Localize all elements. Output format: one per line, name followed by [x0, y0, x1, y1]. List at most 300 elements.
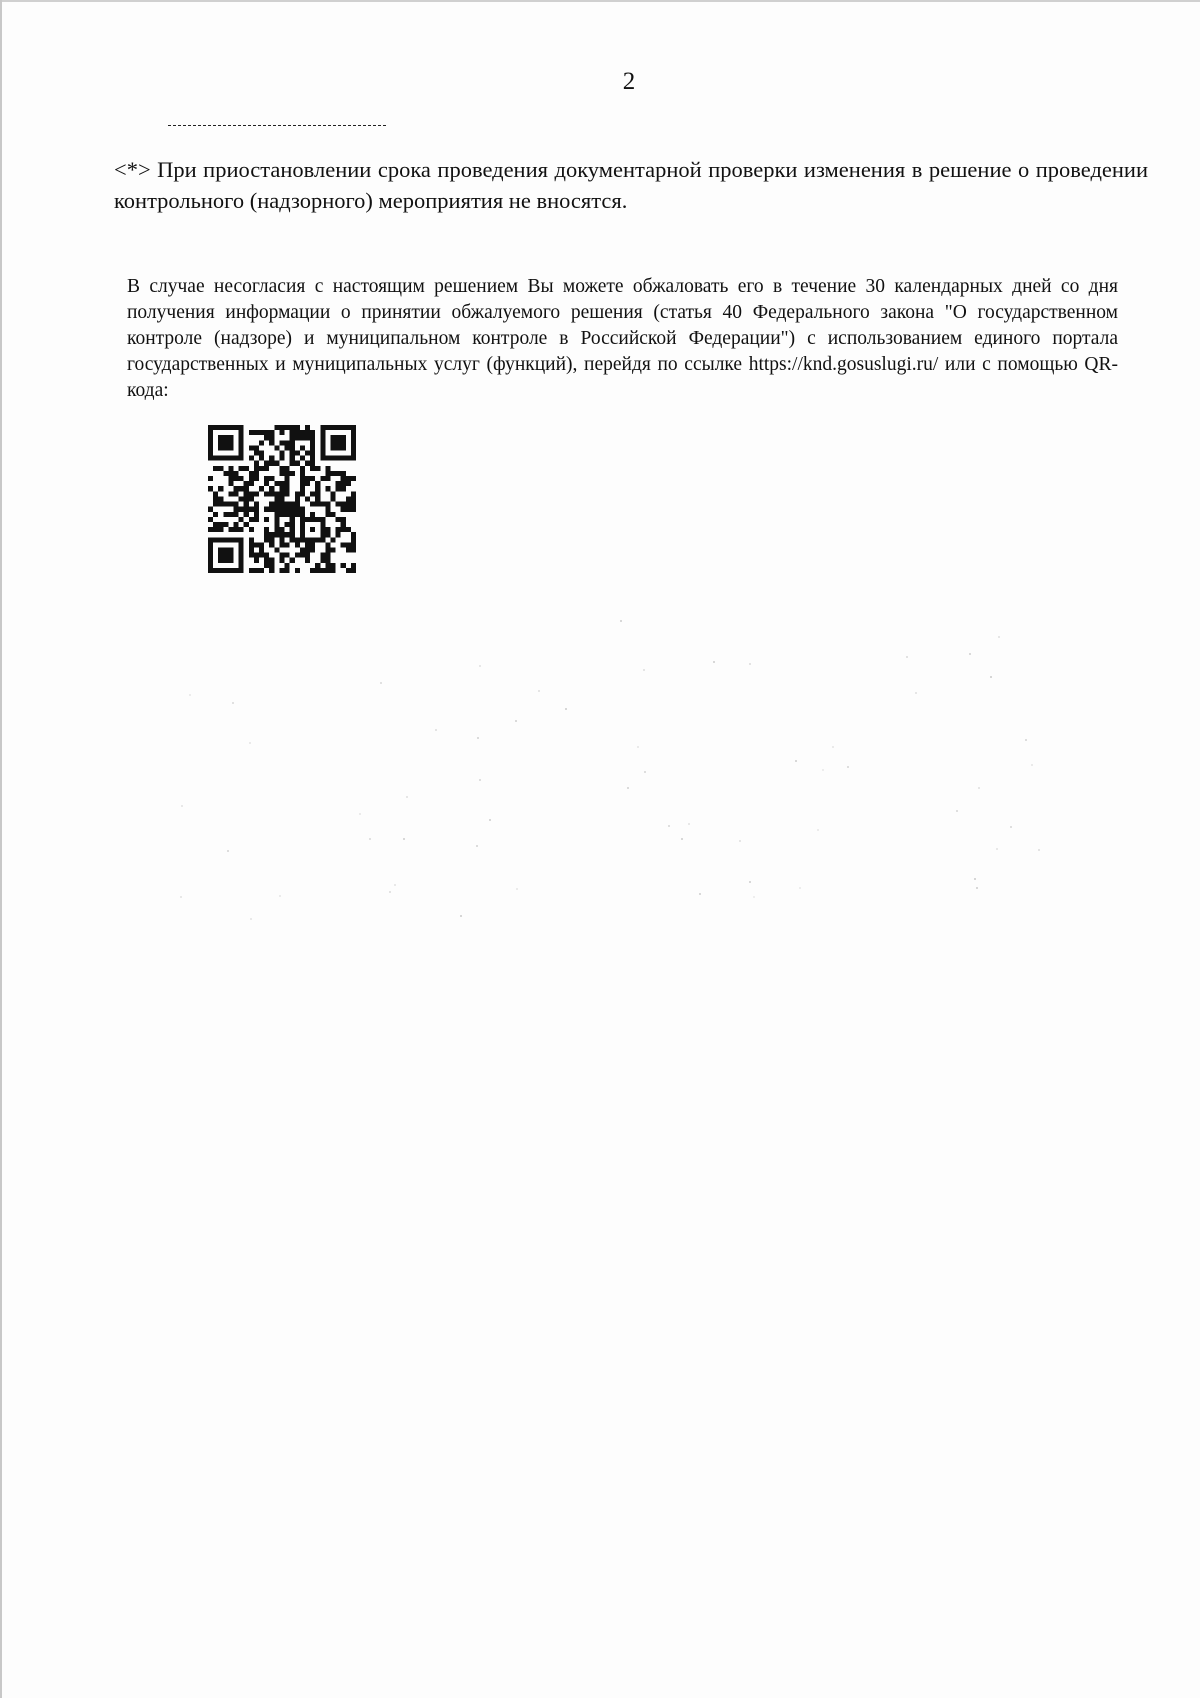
scan-speckle	[976, 887, 978, 889]
qr-module	[213, 522, 218, 527]
qr-module	[285, 476, 290, 481]
qr-module	[249, 542, 254, 547]
scan-speckle	[681, 838, 683, 840]
qr-module	[249, 537, 254, 542]
qr-module	[325, 466, 330, 471]
qr-module	[336, 502, 341, 507]
qr-module	[341, 517, 346, 522]
qr-module	[320, 476, 325, 481]
qr-module	[254, 461, 259, 466]
qr-module	[351, 537, 356, 542]
qr-module	[213, 527, 218, 532]
qr-module	[279, 512, 284, 517]
qr-module	[305, 542, 310, 547]
qr-module	[279, 456, 284, 461]
qr-module	[254, 445, 259, 450]
qr-module	[290, 461, 295, 466]
qr-module	[208, 563, 213, 568]
qr-module	[218, 435, 223, 440]
scan-speckle	[1038, 849, 1040, 851]
qr-module	[351, 496, 356, 501]
qr-module	[279, 440, 284, 445]
qr-module	[218, 456, 223, 461]
qr-module	[234, 522, 239, 527]
qr-module	[269, 435, 274, 440]
qr-module	[213, 456, 218, 461]
qr-module	[310, 451, 315, 456]
qr-module	[325, 507, 330, 512]
qr-module	[208, 476, 213, 481]
qr-module	[249, 445, 254, 450]
qr-module	[234, 491, 239, 496]
qr-module	[285, 502, 290, 507]
scan-speckle	[978, 787, 980, 789]
qr-module	[234, 507, 239, 512]
scan-speckle	[406, 796, 408, 798]
qr-module	[264, 558, 269, 563]
qr-module	[300, 522, 305, 527]
qr-module	[336, 481, 341, 486]
qr-module	[310, 461, 315, 466]
qr-module	[341, 425, 346, 430]
qr-module	[290, 527, 295, 532]
qr-module	[218, 440, 223, 445]
qr-module	[330, 445, 335, 450]
qr-module	[269, 440, 274, 445]
qr-module	[254, 517, 259, 522]
scan-speckle	[227, 850, 229, 852]
qr-module	[330, 456, 335, 461]
qr-module	[300, 486, 305, 491]
qr-module	[279, 425, 284, 430]
qr-module	[310, 456, 315, 461]
qr-module	[285, 491, 290, 496]
scan-speckle	[1031, 764, 1033, 766]
qr-module	[274, 527, 279, 532]
qr-module	[218, 568, 223, 573]
qr-module	[228, 481, 233, 486]
qr-module	[264, 481, 269, 486]
qr-module	[279, 553, 284, 558]
scan-speckle	[739, 840, 741, 842]
qr-module	[279, 507, 284, 512]
qr-module	[341, 542, 346, 547]
qr-module	[310, 568, 315, 573]
qr-module	[239, 451, 244, 456]
qr-module	[295, 542, 300, 547]
qr-module	[254, 471, 259, 476]
qr-module	[259, 486, 264, 491]
qr-module	[239, 445, 244, 450]
qr-module	[244, 496, 249, 501]
qr-module	[305, 476, 310, 481]
qr-module	[223, 435, 228, 440]
qr-module	[208, 430, 213, 435]
qr-module	[249, 527, 254, 532]
qr-module	[325, 512, 330, 517]
qr-module	[325, 527, 330, 532]
qr-module	[249, 456, 254, 461]
qr-module	[351, 502, 356, 507]
scan-speckle	[847, 766, 849, 768]
qr-module	[325, 471, 330, 476]
scan-speckle	[479, 665, 481, 667]
qr-module	[351, 507, 356, 512]
qr-module	[320, 527, 325, 532]
qr-module	[330, 547, 335, 552]
qr-module	[228, 435, 233, 440]
qr-module	[208, 553, 213, 558]
qr-module	[264, 507, 269, 512]
qr-module	[228, 476, 233, 481]
qr-module	[320, 425, 325, 430]
qr-module	[336, 435, 341, 440]
qr-module	[285, 445, 290, 450]
qr-module	[295, 491, 300, 496]
qr-module	[351, 568, 356, 573]
qr-module	[315, 502, 320, 507]
qr-module	[279, 430, 284, 435]
qr-module	[279, 527, 284, 532]
qr-module	[325, 486, 330, 491]
scan-speckle	[795, 760, 797, 762]
qr-module	[223, 471, 228, 476]
scan-speckle	[516, 888, 518, 890]
qr-module	[269, 476, 274, 481]
qr-module	[234, 537, 239, 542]
qr-module	[325, 425, 330, 430]
qr-module	[341, 507, 346, 512]
qr-module	[346, 568, 351, 573]
qr-module	[279, 491, 284, 496]
qr-module	[228, 558, 233, 563]
qr-module	[305, 461, 310, 466]
qr-module	[244, 491, 249, 496]
qr-module	[341, 563, 346, 568]
qr-module	[341, 456, 346, 461]
scan-speckle	[668, 825, 670, 827]
qr-module	[218, 466, 223, 471]
qr-module	[310, 527, 315, 532]
qr-module	[249, 507, 254, 512]
qr-module	[269, 461, 274, 466]
qr-module	[285, 466, 290, 471]
scan-speckle	[699, 893, 701, 895]
qr-module	[325, 553, 330, 558]
qr-module	[300, 491, 305, 496]
qr-module	[300, 532, 305, 537]
qr-module	[285, 507, 290, 512]
qr-module	[239, 553, 244, 558]
qr-module	[234, 502, 239, 507]
qr-module	[285, 553, 290, 558]
scan-speckle	[637, 746, 639, 748]
qr-module	[300, 537, 305, 542]
qr-module	[285, 522, 290, 527]
qr-module	[336, 456, 341, 461]
qr-module	[320, 502, 325, 507]
qr-module	[218, 527, 223, 532]
qr-module	[290, 537, 295, 542]
qr-module	[320, 553, 325, 558]
qr-module	[310, 466, 315, 471]
qr-module	[274, 425, 279, 430]
qr-module	[254, 466, 259, 471]
qr-module	[239, 558, 244, 563]
qr-module	[218, 558, 223, 563]
qr-module	[290, 507, 295, 512]
scan-speckle	[359, 813, 361, 815]
qr-module	[285, 481, 290, 486]
qr-module	[300, 512, 305, 517]
qr-module	[208, 527, 213, 532]
scan-speckle	[956, 810, 958, 812]
scan-speckle	[749, 663, 751, 665]
qr-module	[279, 496, 284, 501]
qr-module	[249, 491, 254, 496]
qr-module	[239, 563, 244, 568]
qr-module	[341, 440, 346, 445]
qr-module	[228, 537, 233, 542]
qr-module	[320, 445, 325, 450]
qr-module	[239, 542, 244, 547]
qr-module	[254, 512, 259, 517]
qr-module	[290, 425, 295, 430]
qr-module	[228, 440, 233, 445]
qr-module	[213, 491, 218, 496]
qr-module	[310, 547, 315, 552]
qr-code-graphic	[208, 425, 356, 573]
qr-module	[330, 435, 335, 440]
qr-module	[285, 425, 290, 430]
qr-module	[330, 537, 335, 542]
qr-module	[234, 476, 239, 481]
qr-module	[290, 517, 295, 522]
qr-module	[234, 471, 239, 476]
qr-module	[279, 481, 284, 486]
qr-module	[228, 471, 233, 476]
qr-module	[300, 471, 305, 476]
qr-module	[228, 527, 233, 532]
qr-module	[279, 451, 284, 456]
qr-module	[269, 502, 274, 507]
qr-module	[320, 435, 325, 440]
qr-module	[234, 486, 239, 491]
footnote-text: <*> При приостановлении срока проведения документарной проверки изменения в решение о проведении контрольного (надзорного) мероприятия не вносятся.	[114, 157, 1148, 213]
scan-speckle	[403, 838, 405, 840]
qr-module	[244, 481, 249, 486]
scan-speckle	[389, 891, 391, 893]
qr-module	[234, 512, 239, 517]
qr-module	[208, 445, 213, 450]
qr-module	[239, 456, 244, 461]
scan-speckle	[1025, 739, 1027, 741]
qr-module	[254, 430, 259, 435]
qr-module	[300, 466, 305, 471]
qr-module	[295, 496, 300, 501]
qr-module	[351, 542, 356, 547]
qr-module	[290, 558, 295, 563]
qr-module	[218, 496, 223, 501]
qr-module	[213, 537, 218, 542]
qr-module	[295, 507, 300, 512]
qr-module	[239, 547, 244, 552]
qr-module	[295, 435, 300, 440]
qr-module	[223, 425, 228, 430]
qr-module	[351, 425, 356, 430]
qr-module	[330, 425, 335, 430]
qr-module	[290, 451, 295, 456]
scan-speckle	[996, 848, 998, 850]
qr-module	[269, 430, 274, 435]
qr-module	[305, 558, 310, 563]
qr-module	[279, 558, 284, 563]
qr-module	[259, 466, 264, 471]
qr-module	[300, 517, 305, 522]
qr-module	[249, 481, 254, 486]
scan-speckle	[822, 769, 824, 771]
qr-module	[274, 502, 279, 507]
qr-module	[285, 512, 290, 517]
scan-speckle	[476, 845, 478, 847]
qr-module	[341, 502, 346, 507]
qr-module	[336, 425, 341, 430]
qr-module	[305, 547, 310, 552]
qr-module	[234, 527, 239, 532]
qr-module	[346, 507, 351, 512]
qr-module	[254, 491, 259, 496]
scan-speckle	[538, 690, 540, 692]
qr-module	[300, 527, 305, 532]
qr-module	[239, 568, 244, 573]
qr-module	[218, 522, 223, 527]
qr-module	[208, 425, 213, 430]
qr-module	[300, 547, 305, 552]
qr-module	[228, 456, 233, 461]
scan-speckle	[753, 896, 755, 898]
scan-speckle	[394, 884, 396, 886]
qr-module	[244, 512, 249, 517]
qr-module	[259, 553, 264, 558]
qr-module	[254, 451, 259, 456]
scan-speckle	[380, 682, 382, 684]
qr-module	[330, 512, 335, 517]
qr-module	[244, 466, 249, 471]
qr-module	[285, 440, 290, 445]
qr-module	[279, 502, 284, 507]
qr-module	[341, 476, 346, 481]
qr-module	[218, 547, 223, 552]
page-number: 2	[622, 68, 636, 95]
qr-module	[290, 532, 295, 537]
qr-module	[305, 435, 310, 440]
qr-module	[336, 532, 341, 537]
qr-module	[310, 537, 315, 542]
scan-speckle	[969, 653, 971, 655]
scan-speckle	[817, 829, 819, 831]
qr-module	[269, 532, 274, 537]
scan-speckle	[749, 881, 751, 883]
qr-module	[239, 507, 244, 512]
qr-module	[279, 486, 284, 491]
qr-module	[254, 542, 259, 547]
qr-module	[223, 512, 228, 517]
qr-module	[346, 481, 351, 486]
qr-module	[285, 563, 290, 568]
qr-module	[259, 440, 264, 445]
qr-module	[295, 461, 300, 466]
qr-module	[223, 445, 228, 450]
qr-module	[330, 496, 335, 501]
qr-module	[259, 547, 264, 552]
qr-module	[310, 542, 315, 547]
qr-module	[264, 532, 269, 537]
qr-module	[239, 476, 244, 481]
qr-module	[274, 547, 279, 552]
qr-module	[300, 481, 305, 486]
qr-module	[208, 558, 213, 563]
qr-module	[208, 440, 213, 445]
scan-speckle	[688, 823, 690, 825]
qr-module	[305, 425, 310, 430]
qr-module	[285, 532, 290, 537]
qr-module	[223, 537, 228, 542]
qr-module	[310, 512, 315, 517]
qr-module	[264, 461, 269, 466]
qr-module	[254, 568, 259, 573]
qr-module	[300, 445, 305, 450]
qr-module	[279, 532, 284, 537]
scan-speckle	[477, 737, 479, 739]
qr-module	[254, 558, 259, 563]
qr-module	[305, 451, 310, 456]
qr-module	[234, 456, 239, 461]
qr-module	[341, 522, 346, 527]
qr-module	[325, 502, 330, 507]
qr-module	[208, 486, 213, 491]
qr-module	[325, 547, 330, 552]
qr-module	[213, 466, 218, 471]
qr-module	[213, 512, 218, 517]
qr-module	[239, 527, 244, 532]
qr-module	[290, 512, 295, 517]
scan-speckle	[643, 669, 645, 671]
scan-speckle	[620, 620, 622, 622]
qr-module	[249, 553, 254, 558]
scan-speckle	[479, 779, 481, 781]
qr-module	[239, 486, 244, 491]
qr-module	[269, 507, 274, 512]
qr-module	[279, 466, 284, 471]
scan-speckle	[249, 742, 251, 744]
qr-module	[351, 532, 356, 537]
qr-module	[269, 537, 274, 542]
scan-speckle	[990, 676, 992, 678]
scan-speckle	[279, 895, 281, 897]
qr-module	[264, 527, 269, 532]
footnote-separator	[168, 125, 386, 126]
scan-speckle	[799, 887, 801, 889]
qr-module	[269, 491, 274, 496]
scan-speckle	[232, 702, 234, 704]
qr-module	[208, 517, 213, 522]
qr-module	[269, 563, 274, 568]
qr-module	[218, 537, 223, 542]
qr-module	[249, 568, 254, 573]
qr-module	[254, 502, 259, 507]
qr-module	[208, 547, 213, 552]
qr-module	[218, 553, 223, 558]
